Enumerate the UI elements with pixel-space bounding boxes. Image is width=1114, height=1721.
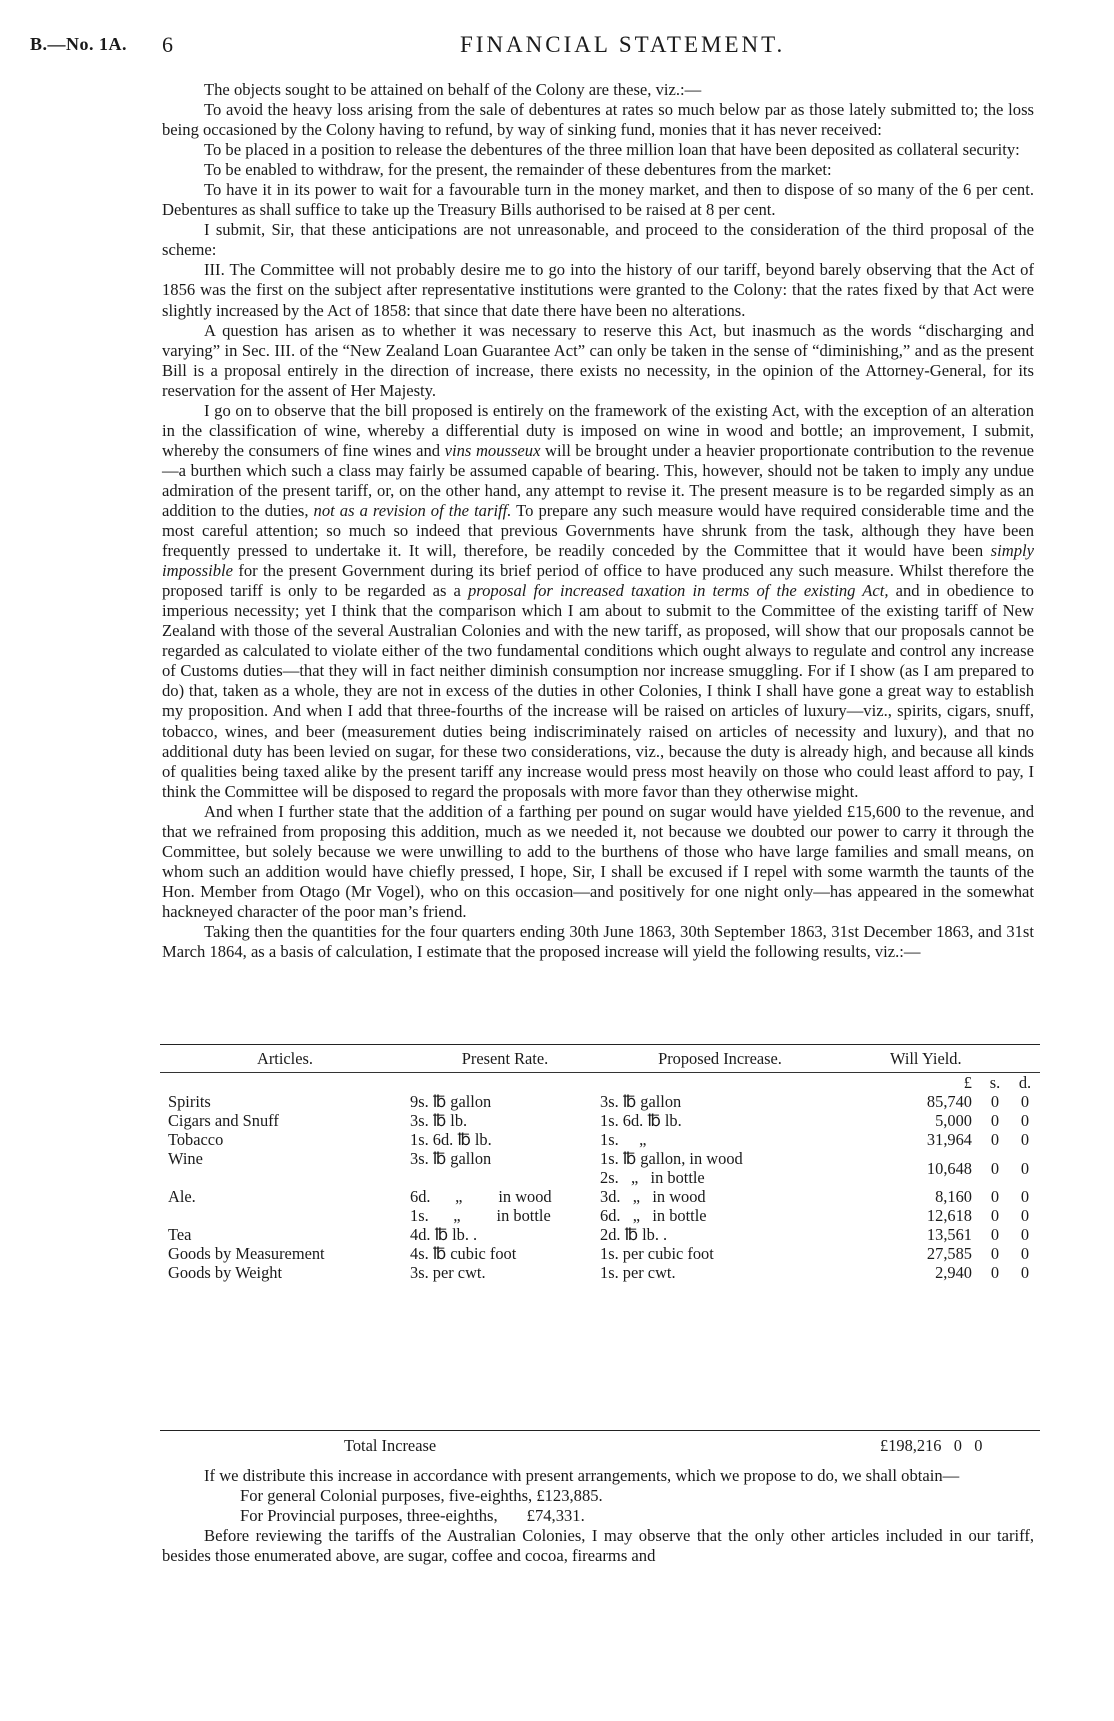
distribution-line: For general Colonial purposes, five-eighths, £123,885. xyxy=(240,1486,603,1506)
total-pence: 0 xyxy=(974,1436,983,1455)
yield-shillings-cell: 0 xyxy=(990,1130,1000,1149)
proposed-increase-cell xyxy=(600,1130,840,1149)
proposed-increase-text-2: 2s. „ in bottle xyxy=(600,1168,705,1187)
paragraph-long xyxy=(162,401,1034,802)
present-rate-text: 6d. „ xyxy=(410,1187,463,1206)
table-row xyxy=(160,1092,1040,1111)
yield-shillings-cell: 0 xyxy=(990,1092,1000,1111)
column-header: Will Yield. xyxy=(840,1046,1040,1073)
article-cell: Tobacco xyxy=(168,1130,224,1149)
total-label: Total Increase xyxy=(344,1436,437,1455)
paragraph: A question has arisen as to whether it was necessary to reserve this Act, but inasmuch as the words “discharging and varying” in Sec. III. of the “New Zealand Loan Guarantee Act” can only be taken in the sense of “diminishing,” and as the present Bill is a proposal entirely in the direction of increase, there exists no necessity, in the opinion of the Attorney-General, for its reservation for the assent of Her Majesty. xyxy=(162,320,1034,400)
text-run: and in obedience to imperious necessity; yet I think that the comparison which I am about to submit to the Committee of the existing tariff of New Zealand with those of the several Australian Colonies and with the new tariff, as proposed, will show that our proposals cannot be regarded as calculated to violate either of the two fundamental conditions which ought always to regulate and control any increase of Customs duties—that they will in fact neither diminish consumption nor increase smuggling. For if I show (as I am prepared to do) that, taken as a whole, they are not in excess of the duties in other Colonies, I think I shall have gone a great way to establish my proposition. And when I add that three-fourths of the increase will be raised on articles of luxury—viz., spirits, cigars, snuff, tobacco, wines, and beer (measurement duties being indiscriminately raised on articles of necessity and luxury), and that no additional duty has been levied on sugar, for these two considerations, viz., because the duty is already high, and because all kinds of qualities being taxed alike by the present tariff any increase would press most heavily on those who could least afford to pay, I think the Committee will be disposed to regard the proposals with more favor than they otherwise might. xyxy=(162,581,1034,801)
yield-pounds-cell: 8,160 xyxy=(935,1187,972,1206)
yield-pence-cell: 0 xyxy=(1020,1187,1030,1206)
present-rate-text: 3s. ℔ gallon xyxy=(410,1149,492,1168)
yield-pence-cell: 0 xyxy=(1020,1092,1030,1111)
proposed-increase-text: 3d. „ in wood xyxy=(600,1187,706,1206)
table-bottom-rule xyxy=(160,1430,1040,1431)
proposed-increase-text: 1s. per cwt. xyxy=(600,1263,676,1282)
article-cell xyxy=(160,1206,410,1225)
proposed-increase-text: 2d. ℔ lb. . xyxy=(600,1225,668,1244)
table-top-rule xyxy=(160,1044,1040,1045)
present-rate-text: 1s. „ xyxy=(410,1206,461,1225)
proposed-increase-text: 3s. ℔ gallon xyxy=(600,1092,682,1111)
yield-pounds-cell: 12,618 xyxy=(926,1206,972,1225)
distribution-line: For Provincial purposes, three-eighths, £74,331. xyxy=(240,1506,585,1526)
present-rate-text: 1s. 6d. ℔ lb. xyxy=(410,1130,492,1149)
present-rate-cell xyxy=(410,1263,600,1282)
text-run: will be brought under a heavier proportionate contribution to the revenue—a burthen which such a class may fairly be assumed capable of bearing. This, however, should not be taken to imply any undue admiration of the present tariff, or, on the other hand, any attempt to revise it. The present measure is to be regarded simply as an addition to the duties, xyxy=(162,440,1034,520)
column-header: Present Rate. xyxy=(410,1046,600,1073)
yield-shillings-cell: 0 xyxy=(990,1225,1000,1244)
yield-pence-cell: 0 xyxy=(1020,1225,1030,1244)
italic-run: not as a revision of the tariff. xyxy=(313,500,512,520)
total-value xyxy=(880,1436,982,1456)
article-cell: Wine xyxy=(168,1149,203,1168)
table-row xyxy=(160,1206,1040,1225)
proposed-increase-text: 1s. ℔ gallon, in wood xyxy=(600,1149,743,1168)
total-pounds: £198,216 xyxy=(880,1436,942,1455)
paragraph: I submit, Sir, that these anticipations are not unreasonable, and proceed to the consideration of the third proposal of the scheme: xyxy=(162,220,1034,260)
closing-text xyxy=(162,1466,1034,1566)
yield-pence-cell: 0 xyxy=(1020,1244,1030,1263)
yield-pounds-cell: 2,940 xyxy=(935,1263,972,1282)
proposed-increase-cell xyxy=(600,1244,840,1263)
yield-pence-cell: 0 xyxy=(1020,1206,1030,1225)
proposed-increase-cell xyxy=(600,1149,840,1187)
yield-pence-cell: 0 xyxy=(1020,1263,1030,1282)
present-rate-cell xyxy=(410,1244,600,1263)
paragraph: To avoid the heavy loss arising from the sale of debentures at rates so much below par as those lately submitted to; the loss being occasioned by the Colony having to refund, by way of sinking fund, monies that it has never received: xyxy=(162,100,1034,140)
table-row xyxy=(160,1225,1040,1244)
paragraph: And when I further state that the addition of a farthing per pound on sugar would have yielded £15,600 to the revenue, and that we refrained from proposing this addition, much as we needed it, not because we doubted our power to carry it through the Committee, but solely because we were unwilling to add to the burthens of those who have large families and small means, on whom such an addition would have chiefly pressed, I hope, Sir, I shall be excused if I repel with some warmth the taunts of the Hon. Member from Otago (Mr Vogel), who on this occasion—and positively for one night only—has appeared in the somewhat hackneyed character of the poor man’s friend. xyxy=(162,801,1034,921)
yield-shillings-cell: 0 xyxy=(990,1263,1000,1282)
yield-pounds-cell: 27,585 xyxy=(926,1244,972,1263)
column-header: Proposed Increase. xyxy=(600,1046,840,1073)
article-cell: Goods by Weight xyxy=(168,1263,283,1282)
present-rate-cell xyxy=(410,1206,600,1225)
italic-run: vins mousseux xyxy=(444,440,541,460)
page-title: FINANCIAL STATEMENT. xyxy=(460,32,786,57)
proposed-increase-cell xyxy=(600,1263,840,1282)
proposed-increase-cell xyxy=(600,1206,840,1225)
currency-shillings-label: s. xyxy=(989,1073,1001,1092)
present-rate-text: 9s. ℔ gallon xyxy=(410,1092,492,1111)
present-rate-qualifier: in bottle xyxy=(496,1206,551,1225)
article-cell: Tea xyxy=(168,1225,192,1244)
paragraph: To have it in its power to wait for a favourable turn in the money market, and then to dispose of so many of the 6 per cent. Debentures as shall suffice to take up the Treasury Bills authorised to be raised at 8 per cent. xyxy=(162,180,1034,220)
proposed-increase-cell xyxy=(600,1092,840,1111)
yield-shillings-cell: 0 xyxy=(990,1244,1000,1263)
text-run: To prepare any such measure would have required considerable time and the most careful attention; so much so indeed that previous Governments have shrunk from the task, although they have been frequently pressed to undertake it. It will, therefore, be readily conceded by the Committee that it would have been xyxy=(162,500,1034,561)
table-row xyxy=(160,1130,1040,1149)
yield-pence-cell: 0 xyxy=(1020,1111,1030,1130)
present-rate-text: 3s. ℔ lb. xyxy=(410,1111,468,1130)
table-row xyxy=(160,1263,1040,1282)
proposed-increase-cell xyxy=(600,1225,840,1244)
proposed-increase-text: 1s. „ xyxy=(600,1130,647,1149)
paragraph: Before reviewing the tariffs of the Australian Colonies, I may observe that the only other articles included in our tariff, besides those enumerated above, are sugar, coffee and cocoa, firearms and xyxy=(162,1526,1034,1566)
present-rate-cell xyxy=(410,1111,600,1130)
currency-pounds-label: £ xyxy=(963,1073,972,1092)
page-header xyxy=(30,28,1050,58)
yield-pence-cell: 0 xyxy=(1020,1130,1030,1149)
present-rate-cell xyxy=(410,1225,600,1244)
proposed-increase-cell xyxy=(600,1187,840,1206)
present-rate-qualifier: in wood xyxy=(498,1187,552,1206)
yield-pounds-cell: 5,000 xyxy=(935,1111,972,1130)
present-rate-cell xyxy=(410,1187,600,1206)
paragraph: If we distribute this increase in accordance with present arrangements, which we propose to do, we shall obtain— xyxy=(204,1466,960,1485)
main-text xyxy=(162,80,1034,962)
document-reference: B.—No. 1A. xyxy=(30,34,128,54)
proposed-increase-cell xyxy=(600,1111,840,1130)
table-row xyxy=(160,1244,1040,1263)
column-header: Articles. xyxy=(160,1046,410,1073)
yield-shillings-cell: 0 xyxy=(990,1111,1000,1130)
total-shillings: 0 xyxy=(953,1436,962,1455)
article-cell: Cigars and Snuff xyxy=(168,1111,279,1130)
paragraph: To be placed in a position to release the debentures of the three million loan that have been deposited as collateral security: xyxy=(204,140,1020,160)
paragraph: To be enabled to withdraw, for the present, the remainder of these debentures from the market: xyxy=(204,160,832,180)
tariff-table xyxy=(160,1046,1040,1282)
present-rate-cell xyxy=(410,1092,600,1111)
table-row xyxy=(160,1149,1040,1187)
italic-run: proposal for increased taxation in terms of the existing Act, xyxy=(468,581,889,601)
yield-pounds-cell: 31,964 xyxy=(926,1130,972,1149)
proposed-increase-text: 6d. „ in bottle xyxy=(600,1206,707,1225)
yield-shillings-cell: 0 xyxy=(990,1158,1000,1178)
paragraph: III. The Committee will not probably desire me to go into the history of our tariff, beyond barely observing that the Act of 1856 was the first on the subject after representative institutions were granted to the Colony: that the rates fixed by that Act were slightly increased by the Act of 1858: that since that date there have been no alterations. xyxy=(162,260,1034,320)
currency-pence-label: d. xyxy=(1018,1073,1032,1092)
proposed-increase-text: 1s. 6d. ℔ lb. xyxy=(600,1111,682,1130)
yield-pence-cell: 0 xyxy=(1020,1158,1030,1178)
text-run: for the present Government during its brief period of office to have produced any such measure. Whilst therefore the proposed tariff is only to be regarded as a xyxy=(162,561,1034,601)
article-cell: Spirits xyxy=(168,1092,211,1111)
proposed-increase-text: 1s. per cubic foot xyxy=(600,1244,714,1263)
table-row xyxy=(160,1111,1040,1130)
yield-pounds-cell: 13,561 xyxy=(926,1225,972,1244)
article-cell: Goods by Measurement xyxy=(168,1244,325,1263)
present-rate-cell xyxy=(410,1130,600,1149)
present-rate-text: 4d. ℔ lb. . xyxy=(410,1225,478,1244)
table-row xyxy=(160,1187,1040,1206)
present-rate-text: 3s. per cwt. xyxy=(410,1263,486,1282)
present-rate-cell xyxy=(410,1149,600,1187)
yield-pounds-cell: 10,648 xyxy=(926,1158,972,1178)
page-number: 6 xyxy=(162,32,173,57)
article-cell: Ale. xyxy=(168,1187,196,1206)
yield-shillings-cell: 0 xyxy=(990,1187,1000,1206)
paragraph: Taking then the quantities for the four quarters ending 30th June 1863, 30th September 1863, 31st December 1863, and 31st March 1864, as a basis of calculation, I estimate that the proposed increase will yield the following results, viz.:— xyxy=(162,921,1034,962)
yield-pounds-cell: 85,740 xyxy=(926,1092,972,1111)
paragraph: The objects sought to be attained on behalf of the Colony are these, viz.:— xyxy=(204,80,702,99)
text-run: I go on to observe that the bill proposed is entirely on the framework of the existing Act, with the exception of an alteration in the classification of wine, whereby a differential duty is imposed on wine in wood and bottle; an improvement, I submit, whereby the consumers of fine wines and xyxy=(162,400,1034,460)
italic-run: simply impossible xyxy=(162,541,1034,581)
yield-shillings-cell: 0 xyxy=(990,1206,1000,1225)
present-rate-text: 4s. ℔ cubic foot xyxy=(410,1244,517,1263)
